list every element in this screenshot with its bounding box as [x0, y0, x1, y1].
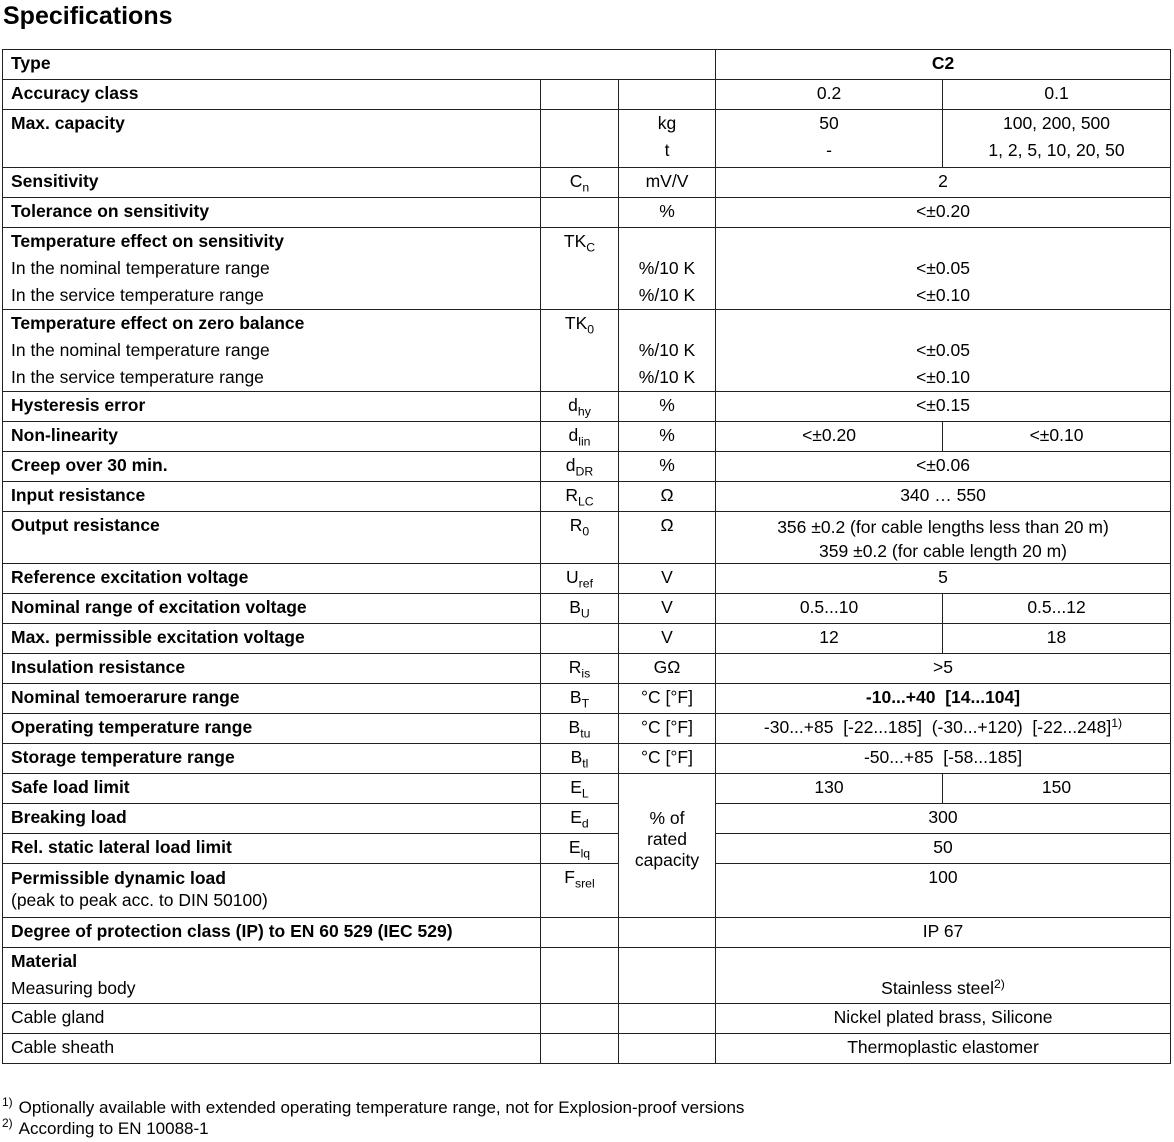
- cell-value: <±0.10: [943, 422, 1171, 452]
- cell-unit: mV/V: [619, 168, 716, 198]
- cell-symbol: $B_U$: [541, 594, 619, 624]
- table-row-breaking-load: [3, 804, 1171, 834]
- cell-value: 0.1: [943, 80, 1171, 110]
- row-label: Cable gland: [3, 1004, 541, 1034]
- cell-symbol: $d_{hy}$: [541, 392, 619, 422]
- cell-value: >5: [716, 654, 1171, 684]
- cell-value: -30...+85 [-22...185] (-30...+120) $[-22...248]^{1)}$: [716, 714, 1171, 744]
- row-label: Safe load limit: [3, 774, 541, 804]
- cell-unit: °C [°F]: [619, 744, 716, 774]
- table-row-cable-gland: [3, 1004, 1171, 1034]
- cell-symbol: $F_{srel}$: [541, 864, 619, 918]
- table-row-type: [3, 50, 1171, 80]
- table-row-tk-sensitivity: [3, 228, 1171, 310]
- cell-symbol: $B_{tu}$: [541, 714, 619, 744]
- cell-symbol: $E_d$: [541, 804, 619, 834]
- cell-value: <±0.06: [716, 452, 1171, 482]
- row-label: Breaking load: [3, 804, 541, 834]
- cell-value: 356 ±0.2 (for cable lengths less than 20 m) 359 ±0.2 (for cable length 20 m): [716, 512, 1171, 564]
- row-label: Nominal range of excitation voltage: [3, 594, 541, 624]
- table-row-output-resistance: [3, 512, 1171, 564]
- cell-unit: Ω: [619, 482, 716, 512]
- row-label: Creep over 30 min.: [3, 452, 541, 482]
- cell-symbol: $R_0$: [541, 512, 619, 564]
- cell-value: Stainless steel$^{2)}$: [716, 948, 1171, 1004]
- cell-value: <±0.20: [716, 422, 943, 452]
- cell-value: 18: [943, 624, 1171, 654]
- row-label: Tolerance on sensitivity: [3, 198, 541, 228]
- cell-value: 150: [943, 774, 1171, 804]
- cell-value: <±0.05 <±0.10: [716, 310, 1171, 392]
- cell-value: 100: [716, 864, 1171, 918]
- cell-value: 100, 200, 500 1, 2, 5, 10, 20, 50: [943, 110, 1171, 168]
- cell-value: 12: [716, 624, 943, 654]
- page-title: Specifications: [3, 2, 173, 30]
- table-row-capacity: [3, 110, 1171, 168]
- specifications-table: [2, 49, 1171, 1064]
- cell-value: Thermoplastic elastomer: [716, 1034, 1171, 1064]
- table-row-storage-temperature: [3, 744, 1171, 774]
- row-label: Degree of protection class (IP) to EN 60 529 (IEC 529): [3, 918, 541, 948]
- table-row-nominal-excitation: [3, 594, 1171, 624]
- row-label: Accuracy class: [3, 80, 541, 110]
- row-label: Storage temperature range: [3, 744, 541, 774]
- cell-value: 2: [716, 168, 1171, 198]
- table-row-dynamic-load: [3, 864, 1171, 918]
- cell-unit: V: [619, 594, 716, 624]
- cell-unit: %: [619, 452, 716, 482]
- cell-unit: °C [°F]: [619, 684, 716, 714]
- cell-value: 50 -: [716, 110, 943, 168]
- row-label: Max. permissible excitation voltage: [3, 624, 541, 654]
- table-row-material: [3, 948, 1171, 1004]
- cell-value: 0.5...10: [716, 594, 943, 624]
- table-row-safe-load: [3, 774, 1171, 804]
- row-label: Temperature effect on sensitivity In the nominal temperature range In the service temperature range: [3, 228, 541, 310]
- table-row-insulation: [3, 654, 1171, 684]
- cell-symbol: $TK_C$: [541, 228, 619, 310]
- table-row-creep: [3, 452, 1171, 482]
- table-row-hysteresis: [3, 392, 1171, 422]
- cell-unit: %/10 K %/10 K: [619, 228, 716, 310]
- table-row-input-resistance: [3, 482, 1171, 512]
- cell-value: 300: [716, 804, 1171, 834]
- row-label: Reference excitation voltage: [3, 564, 541, 594]
- footnote-2: $^{2)}$ According to EN 10088-1: [2, 1116, 209, 1138]
- cell-symbol: $B_T$: [541, 684, 619, 714]
- cell-unit: %: [619, 198, 716, 228]
- table-row-nominal-temperature: [3, 684, 1171, 714]
- cell-value: -50...+85 [-58...185]: [716, 744, 1171, 774]
- cell-value: Nickel plated brass, Silicone: [716, 1004, 1171, 1034]
- cell-unit: °C [°F]: [619, 714, 716, 744]
- cell-symbol: $U_{ref}$: [541, 564, 619, 594]
- cell-value: 0.5...12: [943, 594, 1171, 624]
- row-label: Cable sheath: [3, 1034, 541, 1064]
- table-row-max-excitation: [3, 624, 1171, 654]
- cell-symbol: $R_{LC}$: [541, 482, 619, 512]
- cell-symbol: $d_{lin}$: [541, 422, 619, 452]
- cell-value: <±0.15: [716, 392, 1171, 422]
- cell-symbol: $C_n$: [541, 168, 619, 198]
- cell-value: -10...+40 [14...104]: [716, 684, 1171, 714]
- cell-unit: %: [619, 392, 716, 422]
- cell-unit: Ω: [619, 512, 716, 564]
- table-row-lateral-load: [3, 834, 1171, 864]
- cell-value: <±0.05 <±0.10: [716, 228, 1171, 310]
- table-row-operating-temperature: [3, 714, 1171, 744]
- row-label: Sensitivity: [3, 168, 541, 198]
- table-row-sensitivity: [3, 168, 1171, 198]
- table-row-tk-zero: [3, 310, 1171, 392]
- cell-symbol: $R_{is}$: [541, 654, 619, 684]
- cell-value: IP 67: [716, 918, 1171, 948]
- cell-value: 5: [716, 564, 1171, 594]
- cell-symbol: $E_{lq}$: [541, 834, 619, 864]
- table-row-protection: [3, 918, 1171, 948]
- row-label: Nominal temoerarure range: [3, 684, 541, 714]
- table-row-tolerance: [3, 198, 1171, 228]
- table-row-nonlinearity: [3, 422, 1171, 452]
- row-label: Max. capacity: [3, 110, 541, 168]
- type-label: Type: [3, 50, 716, 80]
- cell-unit: kg t: [619, 110, 716, 168]
- table-row-ref-excitation: [3, 564, 1171, 594]
- cell-symbol: $TK_0$: [541, 310, 619, 392]
- row-label: Insulation resistance: [3, 654, 541, 684]
- row-label: Permissible dynamic load (peak to peak acc. to DIN 50100): [3, 864, 541, 918]
- cell-unit: %/10 K %/10 K: [619, 310, 716, 392]
- cell-unit: GΩ: [619, 654, 716, 684]
- cell-value: 130: [716, 774, 943, 804]
- row-label: Rel. static lateral load limit: [3, 834, 541, 864]
- row-label: Hysteresis error: [3, 392, 541, 422]
- footnotes: [2, 1097, 744, 1139]
- footnote-1: $^{1)}$ Optionally available with extended operating temperature range, not for Explosion-proof versions: [2, 1095, 745, 1117]
- cell-symbol: $E_L$: [541, 774, 619, 804]
- row-label: Input resistance: [3, 482, 541, 512]
- cell-value: 0.2: [716, 80, 943, 110]
- cell-symbol: $B_{tl}$: [541, 744, 619, 774]
- cell-value: <±0.20: [716, 198, 1171, 228]
- row-label: Non-linearity: [3, 422, 541, 452]
- row-label: Temperature effect on zero balance In the nominal temperature range In the service temperature range: [3, 310, 541, 392]
- cell-unit-rated-capacity: % of rated capacity: [619, 774, 716, 918]
- type-value: C2: [716, 50, 1171, 80]
- cell-unit: V: [619, 624, 716, 654]
- cell-value: 50: [716, 834, 1171, 864]
- cell-value: 340 … 550: [716, 482, 1171, 512]
- cell-symbol: $d_{DR}$: [541, 452, 619, 482]
- cell-unit: %: [619, 422, 716, 452]
- table-row-accuracy: [3, 80, 1171, 110]
- cell-unit: V: [619, 564, 716, 594]
- row-label: Operating temperature range: [3, 714, 541, 744]
- table-row-cable-sheath: [3, 1034, 1171, 1064]
- row-label: Output resistance: [3, 512, 541, 564]
- row-label: Material Measuring body: [3, 948, 541, 1004]
